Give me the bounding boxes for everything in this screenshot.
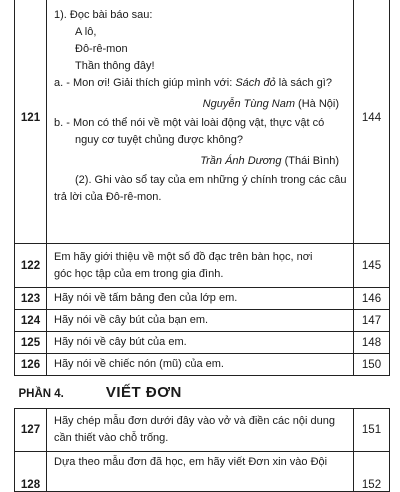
- signature-place: (Hà Nội): [294, 98, 339, 110]
- question-a-italic: Sách đỏ: [235, 77, 276, 89]
- row-page: 152: [354, 452, 390, 492]
- row-number: 128: [15, 452, 47, 492]
- signature-1: [54, 96, 347, 113]
- text-line: Hãy chép mẫu đơn dưới đây vào vở và điền các nội dung: [54, 415, 335, 427]
- section-title: VIẾT ĐƠN: [105, 383, 182, 401]
- table-row: [15, 288, 390, 310]
- table-row: [15, 409, 390, 452]
- row-number: 122: [15, 244, 47, 288]
- row-number: 123: [15, 288, 47, 310]
- row-number: 125: [15, 332, 47, 354]
- table-row: [15, 452, 390, 492]
- row-text: Hãy nói về cây bút của em.: [47, 332, 354, 354]
- poem-line: Đô-rê-mon: [75, 43, 128, 55]
- text-line: cần thiết vào chỗ trống.: [54, 432, 169, 444]
- question-a-suffix: là sách gì?: [275, 77, 332, 89]
- question-b-line: b. - Mon có thể nói về một vài loài động vật, thực vật có: [54, 117, 325, 129]
- table-row: [15, 310, 390, 332]
- row-text: [47, 244, 354, 288]
- question-2-line: trả lời của Đô-rê-mon.: [54, 191, 162, 203]
- question-a: [54, 75, 347, 92]
- row-text: Hãy nói về chiếc nón (mũ) của em.: [47, 354, 354, 376]
- section-header: [15, 376, 390, 409]
- table-row: [15, 332, 390, 354]
- row-page: 145: [354, 244, 390, 288]
- table-row: [15, 244, 390, 288]
- row-text: [47, 0, 354, 244]
- signature-name: Nguyễn Tùng Nam: [202, 98, 295, 110]
- row-page: 151: [354, 409, 390, 452]
- question-a-prefix: a. - Mon ơi! Giải thích giúp mình với:: [54, 77, 236, 89]
- question-b-line: nguy cơ tuyệt chủng được không?: [75, 134, 243, 146]
- text-line: góc học tập của em trong gia đình.: [54, 267, 224, 280]
- row-text: Hãy nói về tấm bảng đen của lớp em.: [47, 288, 354, 310]
- row-text: [47, 409, 354, 452]
- text-line: Dựa theo mẫu đơn đã học, em hãy viết Đơn xin vào Đội: [54, 456, 328, 468]
- row-number: 126: [15, 354, 47, 376]
- row-number: 121: [15, 0, 47, 244]
- row-page: 147: [354, 310, 390, 332]
- text-line: Em hãy giới thiệu về một số đồ đạc trên bàn học, nơi: [54, 250, 313, 263]
- signature-2: [54, 153, 347, 170]
- contents-table: [14, 0, 390, 492]
- text-line: 1). Đọc bài báo sau:: [54, 9, 153, 21]
- row-page: 150: [354, 354, 390, 376]
- row-text: Hãy nói về cây bút của bạn em.: [47, 310, 354, 332]
- table-row: [15, 354, 390, 376]
- row-page: 146: [354, 288, 390, 310]
- row-page: 144: [354, 0, 390, 244]
- poem-line: A lô,: [75, 26, 97, 38]
- table-row: [15, 0, 390, 244]
- row-page: 148: [354, 332, 390, 354]
- poem-line: Thần thông đây!: [75, 60, 155, 72]
- row-number: 124: [15, 310, 47, 332]
- section-label: PHẦN 4.: [18, 387, 64, 400]
- question-2-line: (2). Ghi vào sổ tay của em những ý chính trong các câu: [75, 174, 347, 186]
- row-number: 127: [15, 409, 47, 452]
- signature-place: (Thái Bình): [281, 155, 339, 167]
- row-text: [47, 452, 354, 492]
- section-header-row: [15, 376, 390, 409]
- signature-name: Trần Ánh Dương: [200, 155, 282, 167]
